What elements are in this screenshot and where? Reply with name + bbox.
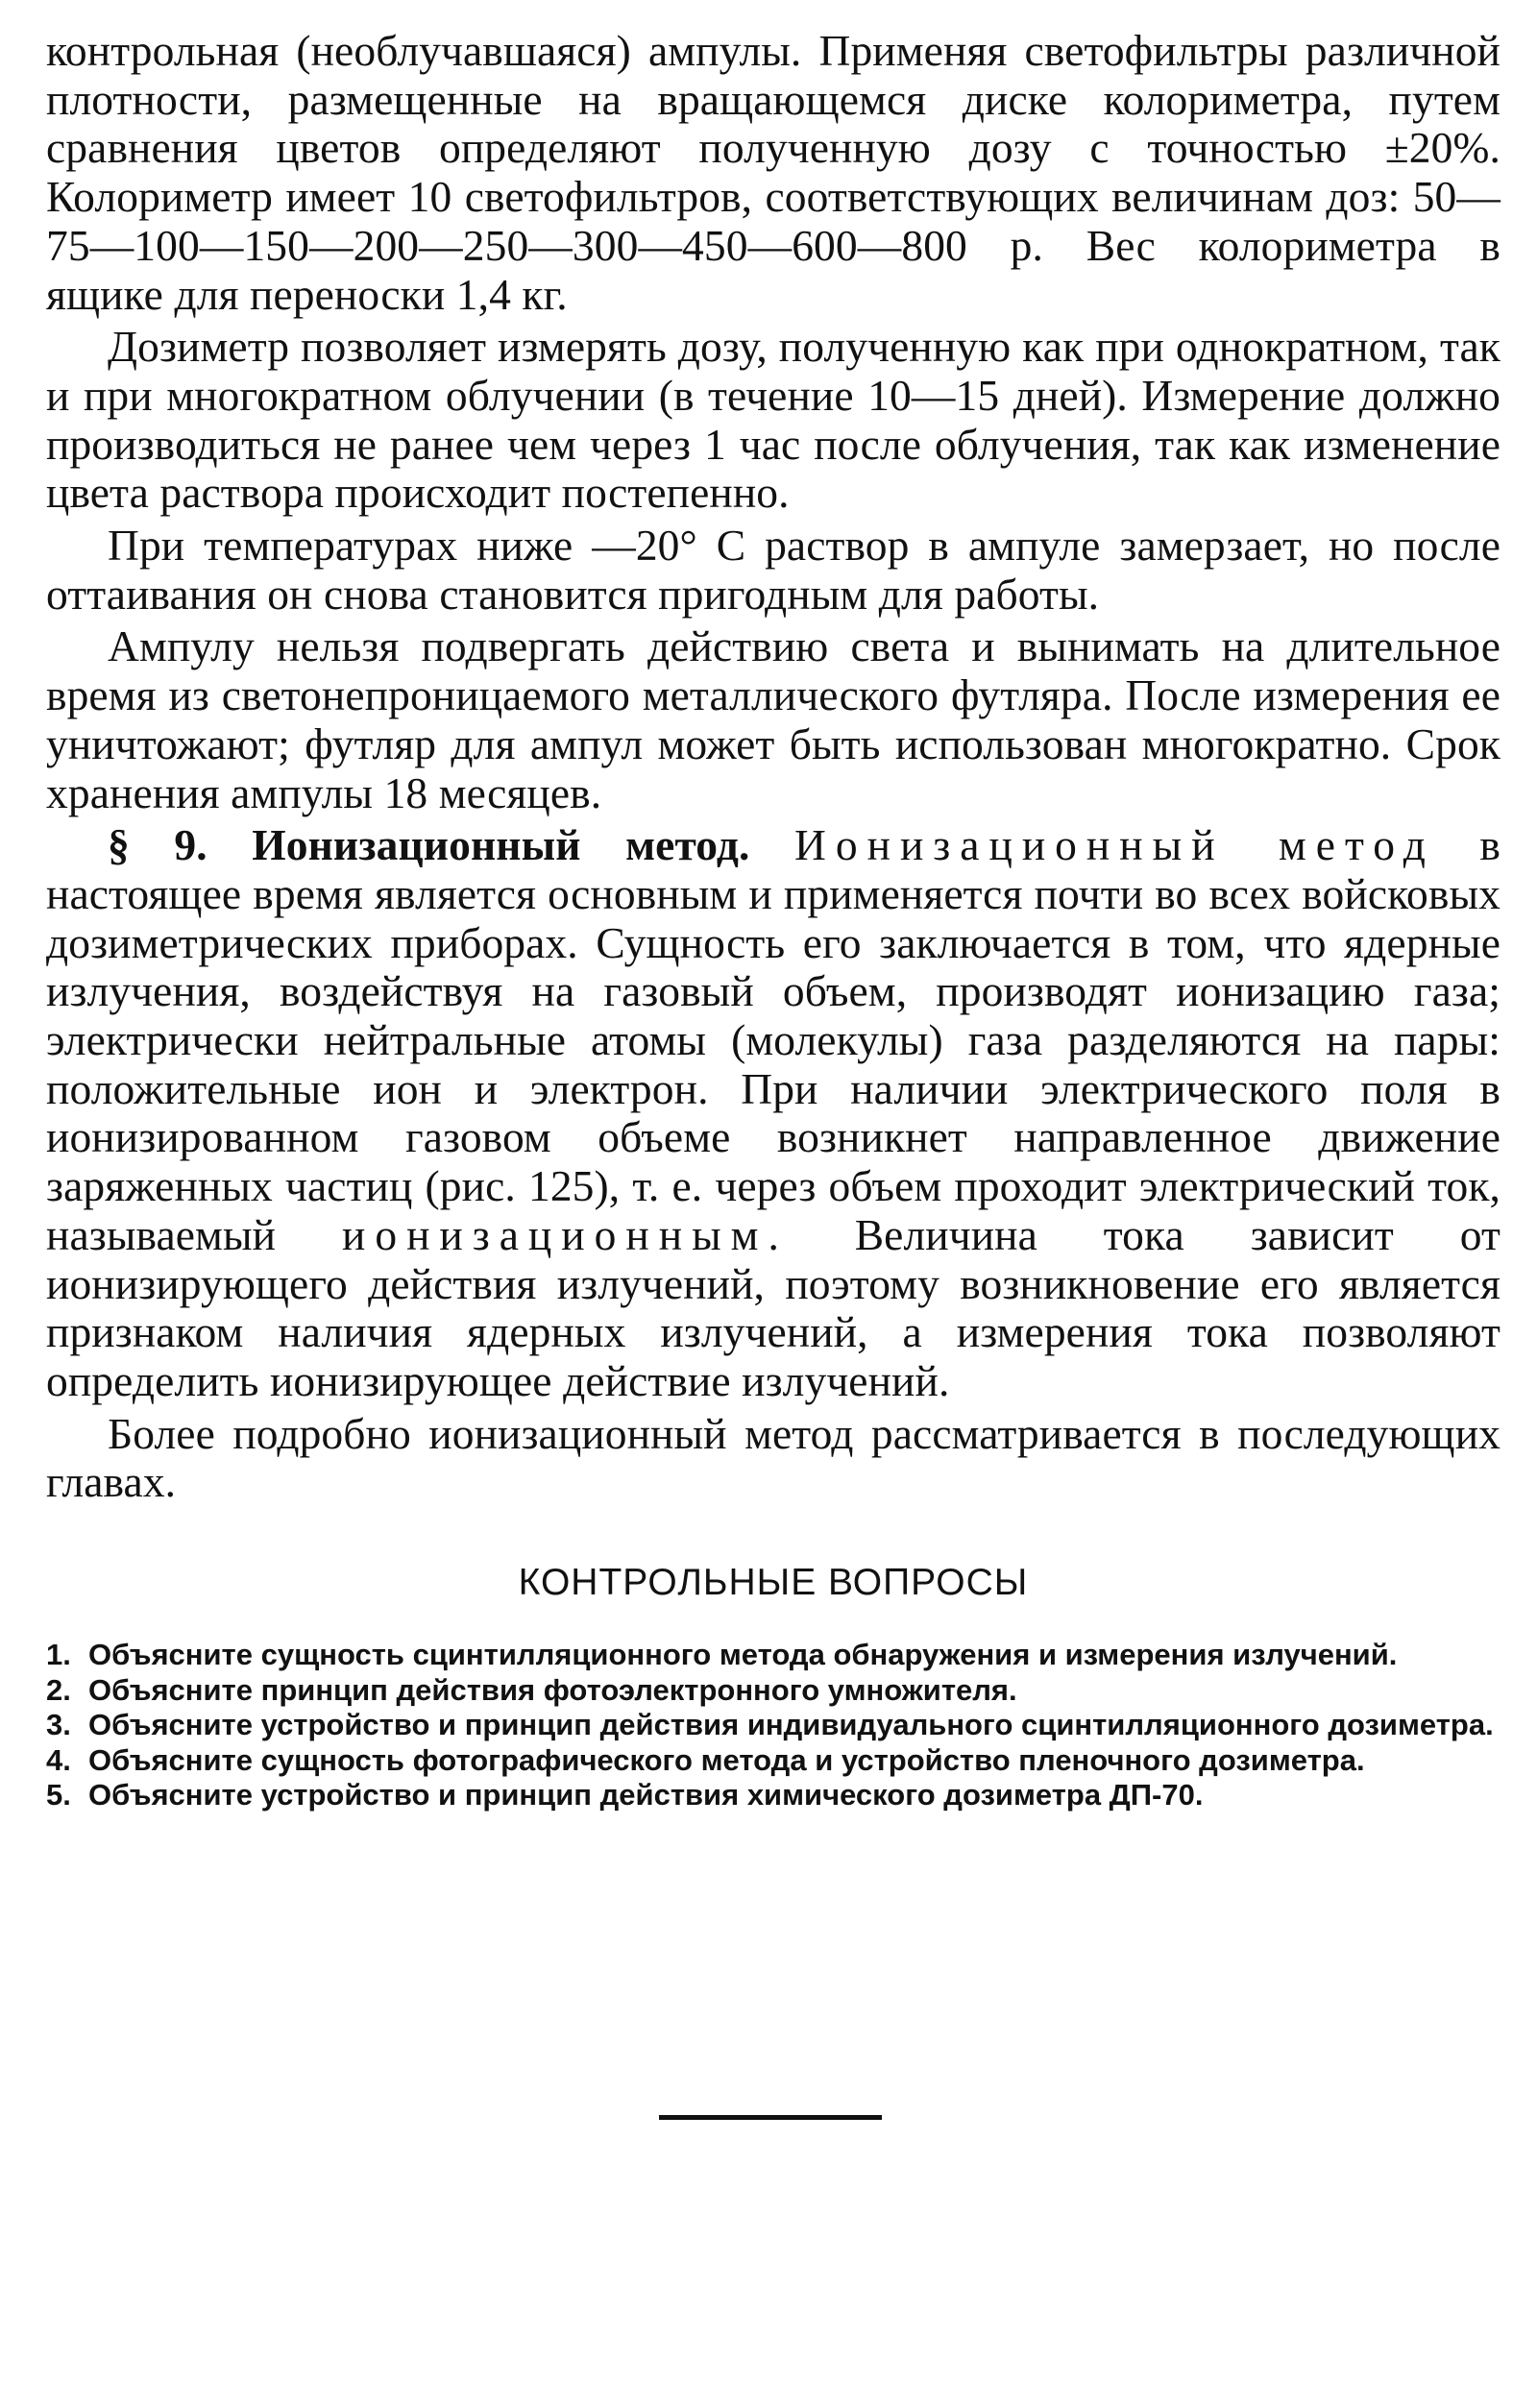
spaced-term: Ионизационный метод [794, 820, 1435, 870]
section-number: § 9. [108, 820, 207, 870]
paragraph-further-chapters: Более подробно ионизационный метод рассматривается в последующих главах. [46, 1408, 1500, 1507]
paragraph-text-continued: Величина тока зависит от ионизирующего действия излучений, поэтому возникновение его является признаком наличия ядерных излучений, а измерения тока позволяют определить ионизирующее действие излучений. [46, 1209, 1500, 1405]
paragraph-temperature: При температурах ниже —20° С раствор в ампуле замерзает, но после оттаивания он снова становится пригодным для работы. [46, 521, 1500, 619]
question-item [46, 1708, 1500, 1742]
paragraph-dose-measurement: Дозиметр позволяет измерять дозу, полученную как при однократном, так и при многократном облучении (в течение 10—15 дней). Измерение должно производиться не ранее чем через 1 час после облучения, так как изменение цвета раствора происходит постепенно. [46, 322, 1500, 518]
question-text: Объясните устройство и принцип действия химического дозиметра ДП-70. [88, 1778, 1204, 1812]
question-text: Объясните сущность фотографического метода и устройство пленочного дозиметра. [88, 1742, 1365, 1777]
question-number: 1. [46, 1638, 71, 1672]
paragraph-text: в настоящее время является основным и применяется почти во всех войсковых дозиметрических приборах. Сущность его заключается в том, что ядерные излучения, воздействуя на газовый объем, производят ионизацию газа; электрически нейтральные атомы (молекулы) газа разделяются на пары: положительные ион и электрон. При наличии электрического поля в ионизированном газовом объеме возникнет направленное движение заряженных частиц (рис. 125), т. е. через объем проходит электрический ток, называемый [46, 820, 1500, 1259]
question-text: Объясните устройство и принцип действия индивидуального сцинтилляционного дозиметра. [88, 1708, 1494, 1742]
question-item [46, 1778, 1500, 1812]
question-number: 2. [46, 1672, 71, 1707]
control-questions-heading: КОНТРОЛЬНЫЕ ВОПРОСЫ [518, 1562, 1029, 1604]
paragraph-ampoule-storage: Ампулу нельзя подвергать действию света и вынимать на длительное время из светонепроницаемого металлического футляра. После измерения ее уничтожают; футляр для ампул может быть использован многократно. Срок хранения ампулы 18 месяцев. [46, 621, 1500, 817]
spaced-term-ionization: ионизационным. [341, 1209, 789, 1259]
question-number: 4. [46, 1742, 71, 1777]
question-item [46, 1673, 1500, 1708]
control-questions-list [46, 1638, 1500, 1812]
paragraph-colorimeter: контрольная (необлучавшаяся) ампулы. Применяя светофильтры различной плотности, размещенные на вращающемся диске колориметра, путем сравнения цветов определяют полученную дозу с точностью ±20%. Колориметр имеет 10 светофильтров, соответствующих величинам доз: 50—75—100—150—200—250—300—450—600—800 р. Вес колориметра в ящике для переноски 1,4 кг. [46, 26, 1500, 319]
question-number: 3. [46, 1708, 71, 1742]
question-number: 5. [46, 1778, 71, 1812]
question-item [46, 1638, 1500, 1672]
end-of-chapter-rule [659, 2115, 882, 2120]
paragraph-ionization-method [46, 821, 1500, 1405]
question-text: Объясните сущность сцинтилляционного метода обнаружения и измерения излучений. [88, 1638, 1398, 1672]
section-title: Ионизационный метод. [252, 820, 750, 870]
question-item [46, 1743, 1500, 1778]
question-text: Объясните принцип действия фотоэлектронного умножителя. [88, 1672, 1017, 1707]
